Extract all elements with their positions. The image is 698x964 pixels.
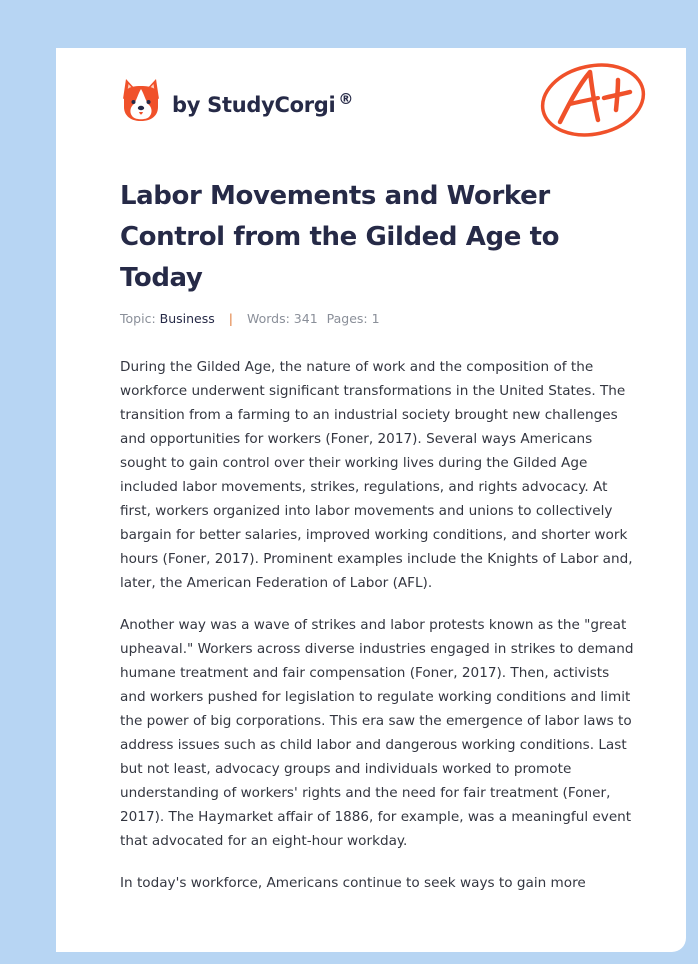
corgi-icon (120, 77, 162, 123)
studycorgi-logo[interactable] (120, 74, 353, 126)
words-value: 341 (293, 311, 318, 326)
body-paragraph: Another way was a wave of strikes and labor protests known as the "great upheaval." Workers across diverse industries engaged in strikes to demand humane treatment and fair compensation (Foner, 2017). Then, activists and workers pushed for legislation to regulate working conditions and limit the power of big corporations. This era saw the emergence of labor laws to address issues such as child labor and dangerous working conditions. Last but not least, advocacy groups and individuals worked to promote understanding of workers' rights and the need for fair treatment (Foner, 2017). The Haymarket affair of 1886, for example, was a meaningful event that advocated for an eight-hour workday. (120, 617, 634, 849)
pages-label: Pages: (326, 311, 368, 326)
document-body (120, 355, 636, 913)
body-paragraph: During the Gilded Age, the nature of work and the composition of the workforce underwent significant transformations in the United States. The transition from a farming to an industrial society brought new challenges and opportunities for workers (Foner, 2017). Several ways Americans sought to gain control over their working lives during the Gilded Age included labor movements, strikes, regulations, and rights advocacy. At first, workers organized into labor movements and unions to collectively bargain for better salaries, improved working conditions, and shorter work hours (Foner, 2017). Prominent examples include the Knights of Labor and, later, the American Federation of Labor (AFL). (120, 359, 633, 591)
a-plus-icon (538, 58, 650, 140)
pages-value: 1 (371, 311, 380, 326)
document-title: Labor Movements and Worker Control from the Gilded Age to Today (120, 181, 560, 293)
registered-mark: ® (338, 89, 354, 108)
meta-separator: | (228, 311, 233, 326)
brand-name: by StudyCorgi ® (172, 89, 354, 117)
words-label: Words: (246, 311, 290, 326)
document-meta (120, 311, 380, 326)
document-page (56, 48, 686, 952)
topic-label: Topic: (120, 311, 156, 326)
topic-value[interactable]: Business (159, 311, 215, 326)
body-paragraph: In today's workforce, Americans continue to seek ways to gain more (120, 875, 586, 891)
